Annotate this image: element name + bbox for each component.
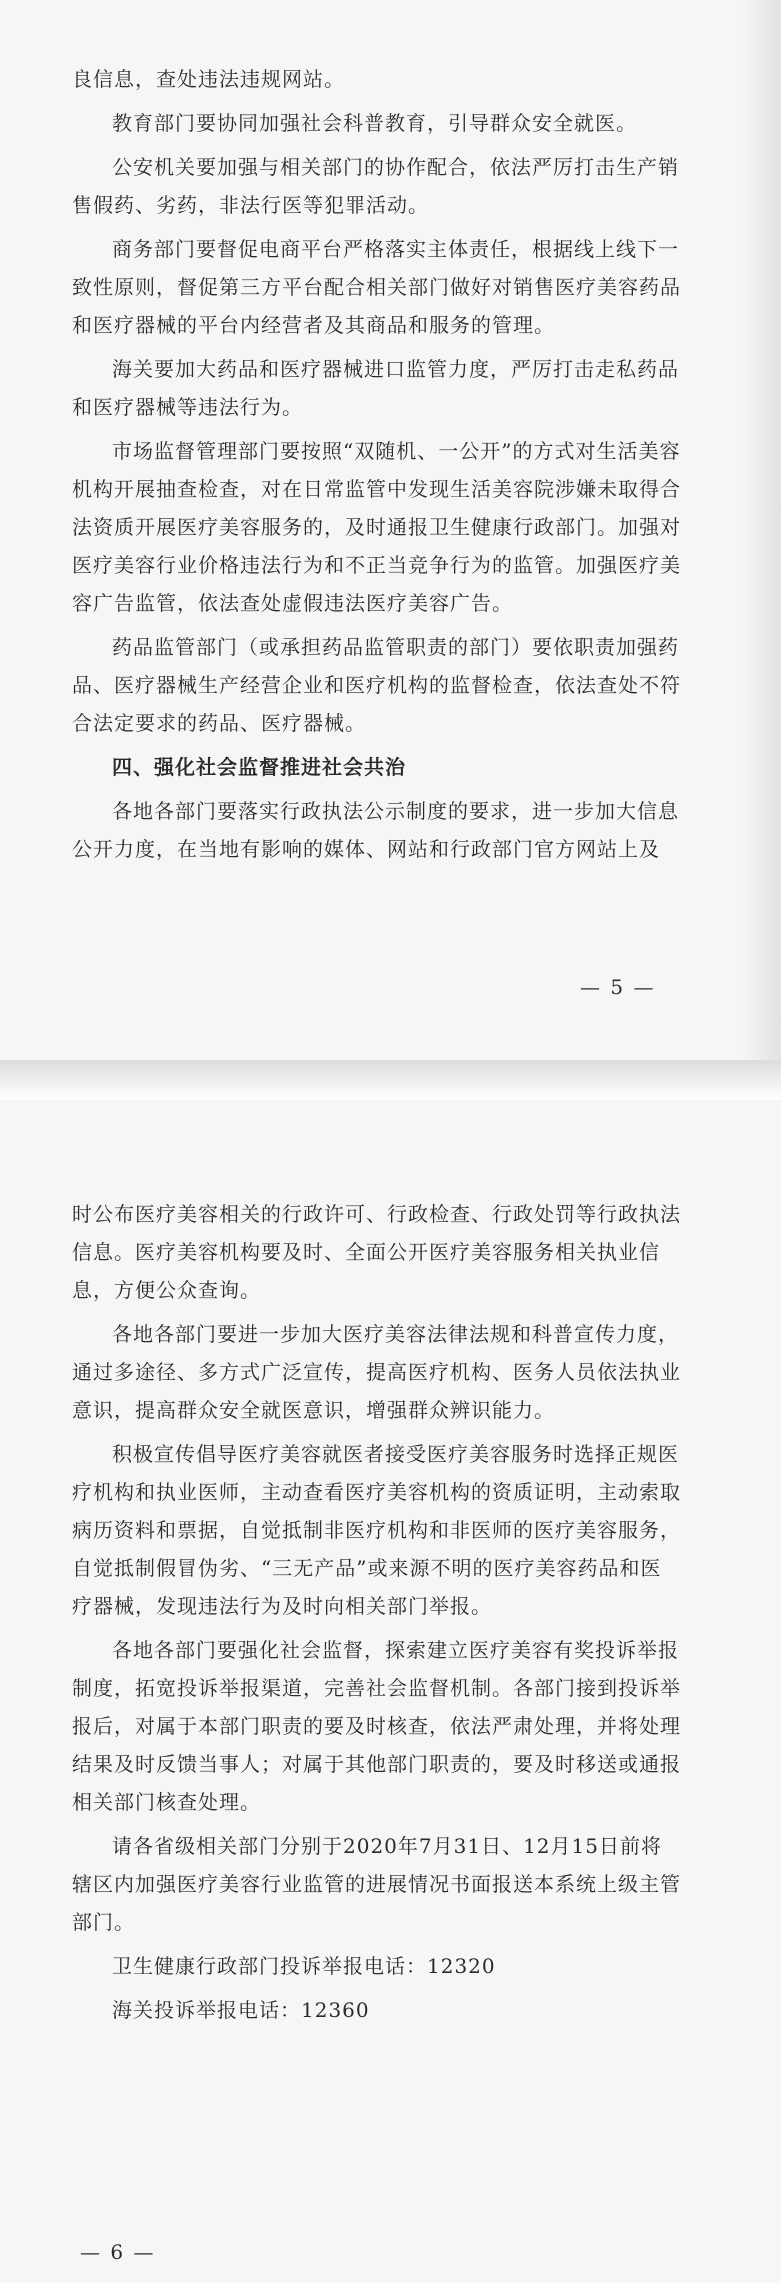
paragraph: 请各省级相关部门分别于2020年7月31日、12月15日前将辖区内加强医疗美容行业监管的进展情况书面报送本系统上级主管部门。 bbox=[72, 1834, 681, 1934]
paragraph: 公安机关要加强与相关部门的协作配合，依法严厉打击生产销售假药、劣药，非法行医等犯罪活动。 bbox=[72, 155, 679, 217]
page-5-body bbox=[72, 60, 682, 874]
paragraph: 各地各部门要强化社会监督，探索建立医疗美容有奖投诉举报制度，拓宽投诉举报渠道，完善社会监督机制。各部门接到投诉举报后，对属于本部门职责的要及时核查，依法严肃处理，并将处理结果及时反馈当事人；对属于其他部门职责的，要及时移送或通报相关部门核查处理。 bbox=[72, 1638, 681, 1814]
page-edge-shadow bbox=[741, 0, 781, 1060]
page-number: — 6 — bbox=[80, 2240, 156, 2264]
paragraph: 海关要加大药品和医疗器械进口监管力度，严厉打击走私药品和医疗器械等违法行为。 bbox=[72, 357, 679, 419]
paragraph: 各地各部门要落实行政执法公示制度的要求，进一步加大信息公开力度，在当地有影响的媒体、网站和行政部门官方网站上及 bbox=[72, 799, 679, 861]
paragraph: 药品监管部门（或承担药品监管职责的部门）要依职责加强药品、医疗器械生产经营企业和医疗机构的监督检查，依法查处不符合法定要求的药品、医疗器械。 bbox=[72, 635, 681, 735]
section-heading: 四、强化社会监督推进社会共治 bbox=[112, 755, 406, 779]
paragraph: 良信息，查处违法违规网站。 bbox=[72, 67, 345, 91]
paragraph: 商务部门要督促电商平台严格落实主体责任，根据线上线下一致性原则，督促第三方平台配合相关部门做好对销售医疗美容药品和医疗器械的平台内经营者及其商品和服务的管理。 bbox=[72, 237, 681, 337]
page-number: — 5 — bbox=[580, 975, 656, 999]
paragraph: 时公布医疗美容相关的行政许可、行政检查、行政处罚等行政执法信息。医疗美容机构要及时、全面公开医疗美容服务相关执业信息，方便公众查询。 bbox=[72, 1202, 681, 1302]
page-gap bbox=[0, 1060, 781, 1100]
complaint-hotline: 海关投诉举报电话：12360 bbox=[112, 1998, 370, 2022]
document-page-5 bbox=[0, 0, 781, 1060]
document-page-6 bbox=[0, 1100, 781, 2283]
paragraph: 教育部门要协同加强社会科普教育，引导群众安全就医。 bbox=[112, 111, 637, 135]
complaint-hotline: 卫生健康行政部门投诉举报电话：12320 bbox=[112, 1954, 496, 1978]
paragraph: 积极宣传倡导医疗美容就医者接受医疗美容服务时选择正规医疗机构和执业医师，主动查看医疗美容机构的资质证明，主动索取病历资料和票据，自觉抵制非医疗机构和非医师的医疗美容服务，自觉抵制假冒伪劣、“三无产品”或来源不明的医疗美容药品和医疗器械，发现违法行为及时向相关部门举报。 bbox=[72, 1442, 681, 1618]
page-6-body bbox=[72, 1195, 682, 2035]
paragraph: 各地各部门要进一步加大医疗美容法律法规和科普宣传力度，通过多途径、多方式广泛宣传，提高医疗机构、医务人员依法执业意识，提高群众安全就医意识，增强群众辨识能力。 bbox=[72, 1322, 681, 1422]
paragraph: 市场监督管理部门要按照“双随机、一公开”的方式对生活美容机构开展抽查检查，对在日常监管中发现生活美容院涉嫌未取得合法资质开展医疗美容服务的，及时通报卫生健康行政部门。加强对医疗美容行业价格违法行为和不正当竞争行为的监管。加强医疗美容广告监管，依法查处虚假违法医疗美容广告。 bbox=[72, 439, 681, 615]
